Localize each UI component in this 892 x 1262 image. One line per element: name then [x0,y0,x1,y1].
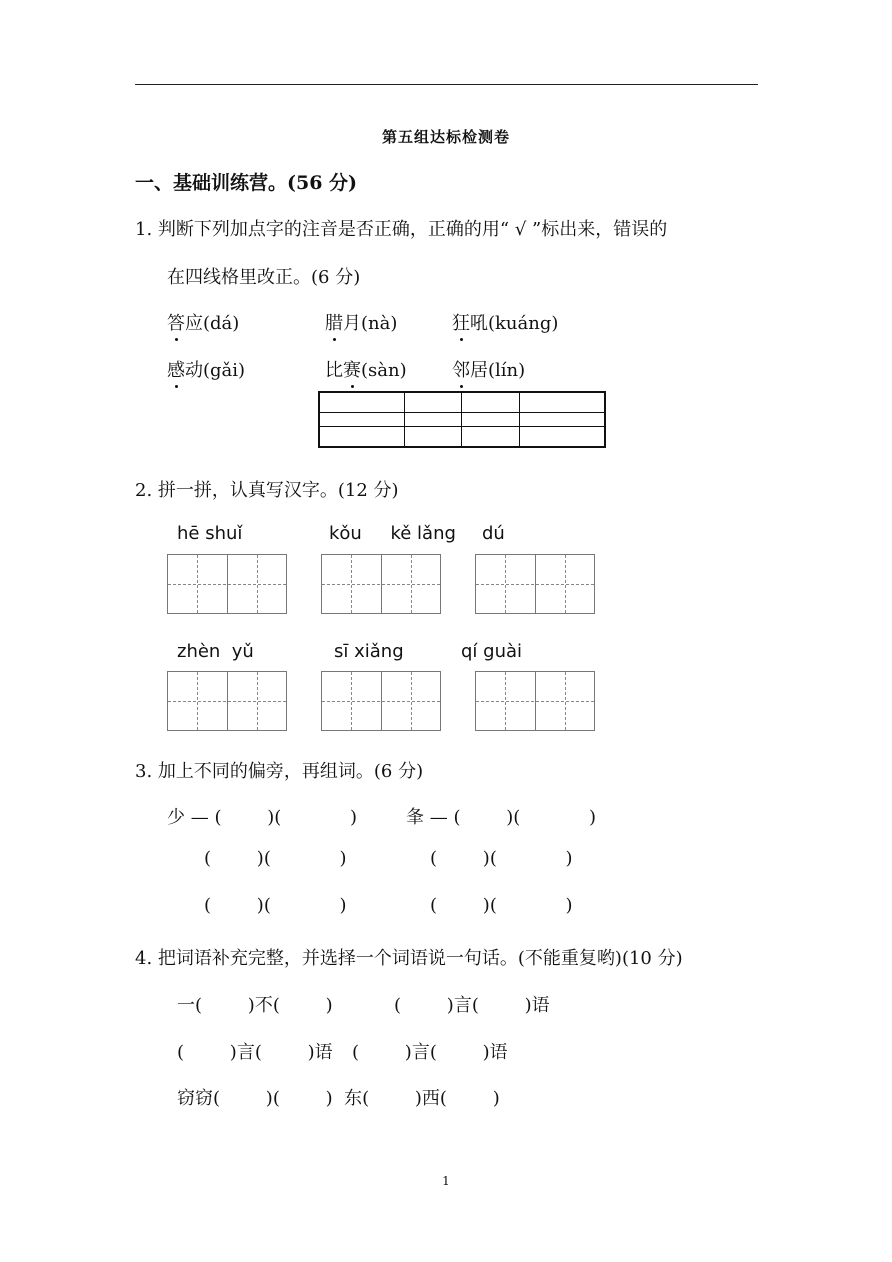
q2-heading: 2. 拼一拼，认真写汉字。(12 分) [135,480,399,501]
q1-line1: 1. 判断下列加点字的注音是否正确，正确的用“ √ ”标出来，错误的 [135,219,668,240]
q1-item-5-dotted-char: 赛 [343,356,361,382]
q1-item-5-pre: 比 [325,360,343,381]
q4-row2-a: ( )言( )语 [177,1042,333,1063]
q3-row2-left: ( )( ) [204,848,347,869]
pinyin-5: sī xiǎng [334,641,404,662]
q1-item-4-dotted-char: 感 [167,356,185,382]
page-title: 第五组达标检测卷 [381,128,510,146]
pinyin-2: kǒu kě lǎng [329,523,456,544]
q1-item-2 [325,309,397,335]
q3-row1-left: 少 — ( )( ) [167,807,357,828]
q1-item-5 [325,356,407,382]
q4-row1-b: ( )言( )语 [394,995,550,1016]
q1-item-4-rest: 动(gǎi) [185,360,246,381]
four-line-grid[interactable] [318,391,606,448]
writing-box[interactable] [167,554,287,614]
q1-item-1-rest: 应(dá) [185,313,240,334]
pinyin-3: dú [482,523,505,544]
q1-item-5-rest: (sàn) [361,360,407,381]
q3-heading: 3. 加上不同的偏旁，再组词。(6 分) [135,761,424,782]
q3-row1-right: 夆 — ( )( ) [406,807,596,828]
pinyin-1: hē shuǐ [177,523,243,544]
q4-row2-b: ( )言( )语 [352,1042,508,1063]
q3-row3-right: ( )( ) [430,895,573,916]
q1-item-3-dotted-char: 狂 [452,309,470,335]
q1-item-3 [452,309,558,335]
q1-item-6-dotted-char: 邻 [452,356,470,382]
writing-box[interactable] [321,671,441,731]
section-heading: 一、基础训练营。(56 分) [135,172,358,194]
q3-row3-left: ( )( ) [204,895,347,916]
q1-item-6-rest: 居(lín) [470,360,526,381]
header-rule [135,84,758,85]
writing-box[interactable] [167,671,287,731]
q1-item-2-rest: 月(nà) [343,313,398,334]
pinyin-6: qí guài [461,641,523,662]
q4-row3: 窃窃( )( ) 东( )西( ) [177,1088,500,1109]
q1-line2: 在四线格里改正。(6 分) [167,267,361,288]
q1-item-4 [167,356,245,382]
q1-item-1-dotted-char: 答 [167,309,185,335]
q1-item-6 [452,356,525,382]
q4-row1-a: 一( )不( ) [177,995,333,1016]
writing-box[interactable] [475,671,595,731]
q1-item-2-dotted-char: 腊 [325,309,343,335]
q1-item-1 [167,309,239,335]
q1-item-3-rest: 吼(kuáng) [470,313,559,334]
page-number: 1 [442,1174,450,1188]
q3-row2-right: ( )( ) [430,848,573,869]
writing-box[interactable] [475,554,595,614]
pinyin-4: zhèn yǔ [177,641,254,662]
q4-heading: 4. 把词语补充完整，并选择一个词语说一句话。(不能重复哟)(10 分) [135,948,683,969]
writing-box[interactable] [321,554,441,614]
